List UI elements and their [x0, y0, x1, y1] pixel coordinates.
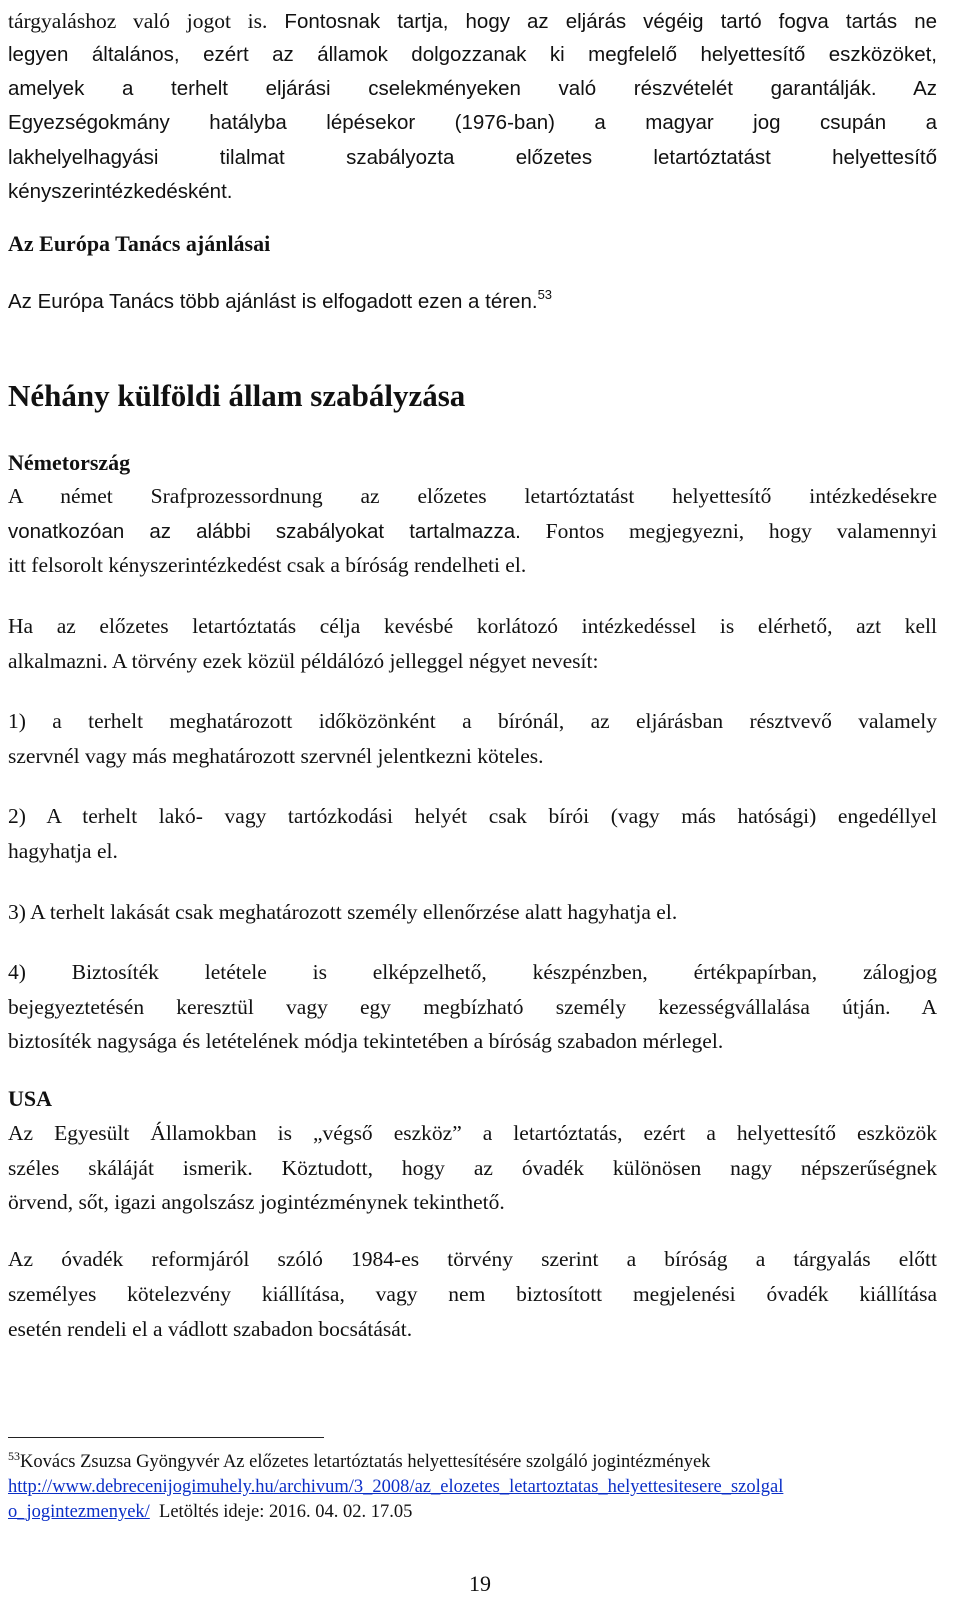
usa-p2-line-2: személyes kötelezvény kiállítása, vagy nem biztosított megjelenési óvadék kiállítása: [8, 1282, 937, 1306]
footnote-link-continued[interactable]: o_jogintezmenyek/: [8, 1502, 150, 1522]
germany-p2-line-2: alkalmazni. A törvény ezek közül példálózó jelleggel négyet nevesít:: [8, 649, 599, 673]
footnote-link-line-2: [8, 1500, 412, 1524]
intro-line-2: legyen általános, ezért az államok dolgozzanak ki megfelelő helyettesítő eszközöket,: [8, 43, 937, 66]
intro-line-4: Egyezségokmány hatályba lépésekor (1976-ban) a magyar jog csupán a: [8, 111, 937, 134]
usa-p2-line-1: Az óvadék reformjáról szóló 1984-es törvény szerint a bíróság a tárgyalás előtt: [8, 1247, 937, 1271]
intro-line-5: lakhelyelhagyási tilalmat szabályozta előzetes letartóztatást helyettesítő: [8, 146, 937, 169]
europe-heading: Az Európa Tanács ajánlásai: [8, 231, 271, 256]
usa-p1-line-1: Az Egyesült Államokban is „végső eszköz” a letartóztatás, ezért a helyettesítő eszközök: [8, 1121, 937, 1145]
list-item-2-line-1: 2) A terhelt lakó- vagy tartózkodási helyét csak bírói (vagy más hatósági) engedéllyel: [8, 804, 937, 828]
list-item-4-line-2: bejegyeztetésén keresztül vagy egy megbízható személy kezességvállalása útján. A: [8, 995, 937, 1019]
footnote-ref[interactable]: 53: [537, 287, 553, 302]
list-item-4-line-3: biztosíték nagysága és letételének módja tekintetében a bíróság szabadon mérlegel.: [8, 1029, 724, 1053]
list-item-2-line-2: hagyhatja el.: [8, 839, 118, 863]
section-title: Néhány külföldi állam szabályzása: [8, 378, 466, 413]
usa-p2-line-3: esetén rendeli el a vádlott szabadon bocsátását.: [8, 1317, 413, 1341]
germany-p1-line-3: itt felsorolt kényszerintézkedést csak a bíróság rendelheti el.: [8, 553, 527, 577]
usa-p1-line-2: széles skáláját ismerik. Köztudott, hogy az óvadék különösen nagy népszerűségnek: [8, 1156, 937, 1180]
europe-text: Az Európa Tanács több ajánlást is elfogadott ezen a téren.$^{53}$: [8, 287, 553, 313]
footnote-access-date: Letöltés ideje: 2016. 04. 02. 17.05: [149, 1502, 413, 1522]
usa-heading: USA: [8, 1086, 53, 1111]
footnote-link-line-1: [8, 1475, 783, 1499]
list-item-4-line-1: 4) Biztosíték letétele is elképzelhető, készpénzben, értékpapírban, zálogjog: [8, 960, 937, 984]
list-item-1-line-2: szervnél vagy más meghatározott szervnél jelentkezni köteles.: [8, 744, 544, 768]
page-number: 19: [469, 1571, 491, 1596]
germany-p1-line-1: A német Srafprozessordnung az előzetes letartóztatást helyettesítő intézkedésekre: [8, 484, 937, 508]
list-item-1-line-1: 1) a terhelt meghatározott időközönként a bírónál, az eljárásban résztvevő valamely: [8, 709, 937, 733]
intro-line-3: amelyek a terhelt eljárási cselekményeken való részvételét garantálják. Az: [8, 77, 937, 100]
list-item-3: 3) A terhelt lakását csak meghatározott személy ellenőrzése alatt hagyhatja el.: [8, 900, 678, 924]
germany-p2-line-1: Ha az előzetes letartóztatás célja kevésbé korlátozó intézkedéssel is elérhető, azt kell: [8, 614, 937, 638]
intro-line-6: kényszerintézkedésként.: [8, 180, 233, 203]
footnote-divider: [8, 1437, 324, 1438]
germany-heading: Németország: [8, 450, 131, 475]
germany-p1-line-2: vonatkozóan az alábbi szabályokat tartalmazza. Fontos megjegyezni, hogy valamennyi: [8, 519, 937, 543]
footnote-link[interactable]: http://www.debrecenijogimuhely.hu/archivum/3_2008/az_elozetes_letartoztatas_helyettesitesere_szolgal: [8, 1477, 784, 1497]
footnote-text: $^{53}$Kovács Zsuzsa Gyöngyvér Az előzetes letartóztatás helyettesítésére szolgáló jogintézmények: [8, 1449, 711, 1472]
usa-p1-line-3: örvend, sőt, igazi angolszász jogintézménynek tekinthető.: [8, 1190, 505, 1214]
intro-line-1: tárgyaláshoz való jogot is. Fontosnak tartja, hogy az eljárás végéig tartó fogva tartás ne: [8, 9, 938, 33]
